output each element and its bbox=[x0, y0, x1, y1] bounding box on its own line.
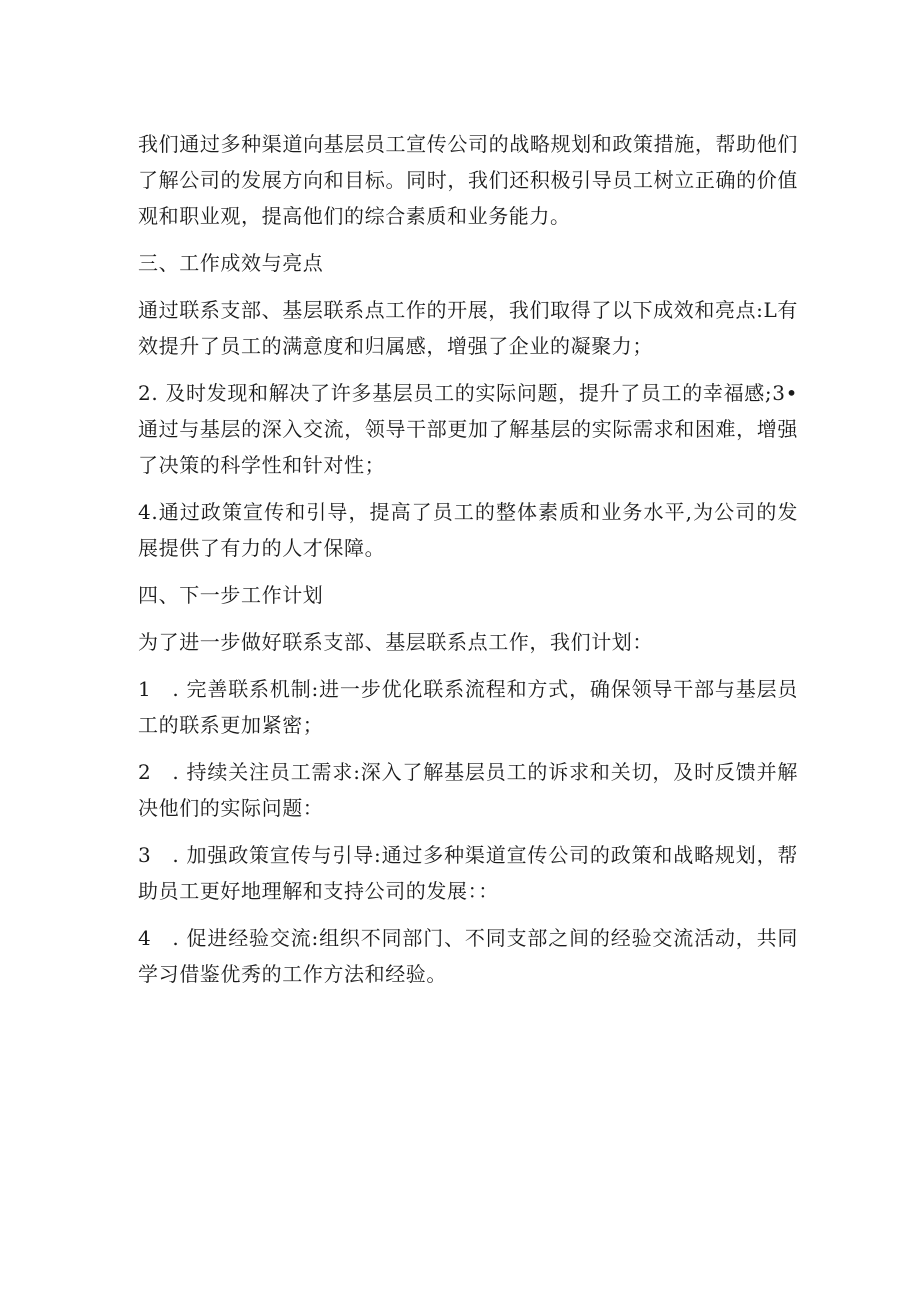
paragraph-plan-intro: 为了进一步做好联系支部、基层联系点工作，我们计划： bbox=[138, 630, 653, 654]
paragraph-results-4: 4.通过政策宣传和引导，提高了员工的整体素质和业务水平,为公司的发展提供了有力的人才保障。 bbox=[138, 500, 798, 560]
paragraph-results-2-3: 2. 及时发现和解决了许多基层员工的实际问题，提升了员工的幸福感;3•通过与基层的深入交流，领导干部更加了解基层的实际需求和困难，增强了决策的科学性和针对性； bbox=[138, 381, 798, 477]
list-item-plan-2: 2 . 持续关注员工需求:深入了解基层员工的诉求和关切，及时反馈并解决他们的实际问题： bbox=[138, 760, 798, 820]
list-item-plan-4: 4 . 促进经验交流:组织不同部门、不同支部之间的经验交流活动，共同学习借鉴优秀的工作方法和经验。 bbox=[138, 926, 798, 986]
paragraph-publicity: 我们通过多种渠道向基层员工宣传公司的战略规划和政策措施，帮助他们了解公司的发展方向和目标。同时，我们还积极引导员工树立正确的价值观和职业观，提高他们的综合素质和业务能力。 bbox=[138, 132, 798, 228]
section-heading-next-steps: 四、下一步工作计划 bbox=[138, 583, 324, 607]
section-heading-results: 三、工作成效与亮点 bbox=[138, 251, 324, 275]
paragraph-results-intro: 通过联系支部、基层联系点工作的开展，我们取得了以下成效和亮点:L有效提升了员工的满意度和归属感，增强了企业的凝聚力； bbox=[138, 298, 798, 358]
list-item-plan-3: 3 . 加强政策宣传与引导:通过多种渠道宣传公司的政策和战略规划，帮助员工更好地理解和支持公司的发展：： bbox=[138, 843, 798, 903]
list-item-plan-1: 1 . 完善联系机制:进一步优化联系流程和方式，确保领导干部与基层员工的联系更加紧密； bbox=[138, 677, 798, 737]
document-body bbox=[138, 126, 798, 1003]
